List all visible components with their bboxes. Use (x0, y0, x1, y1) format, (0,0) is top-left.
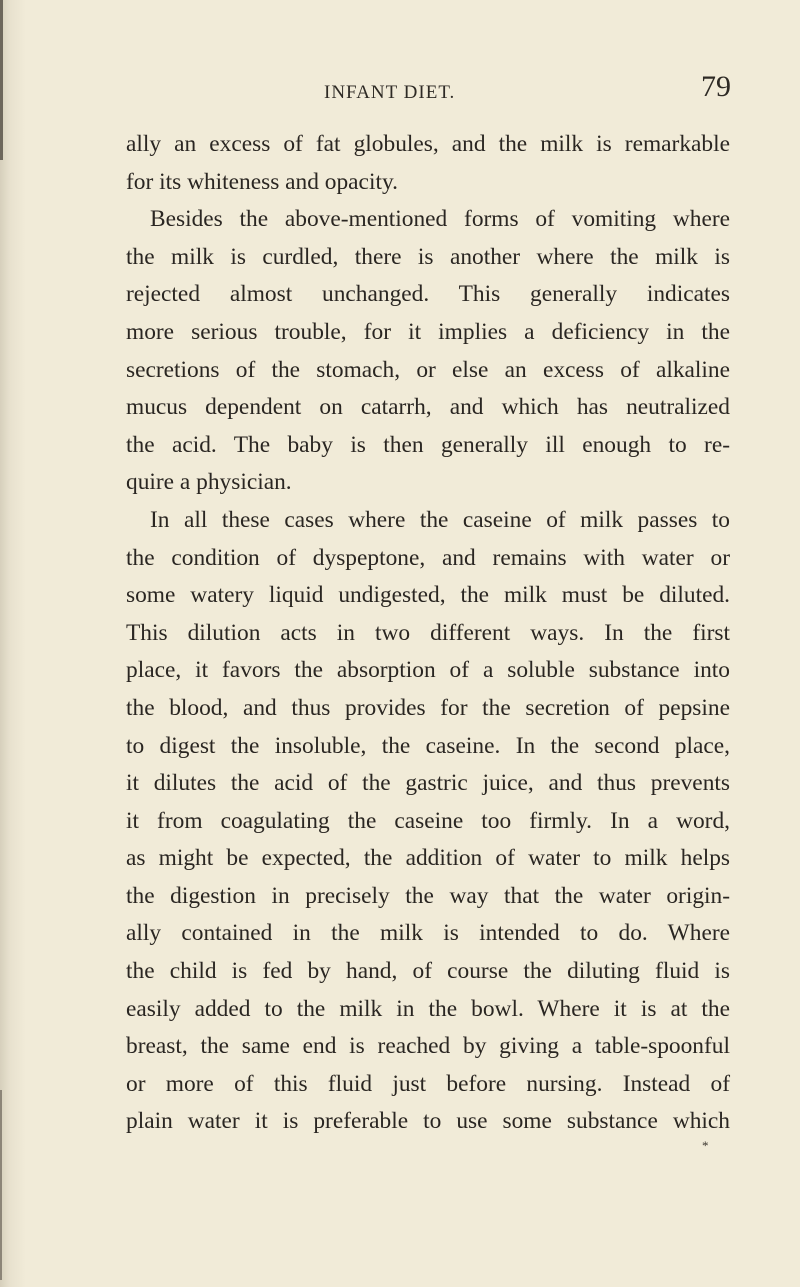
text-line: ally an excess of fat globules, and the milk is remarkable (126, 131, 730, 157)
page-number: 79 (701, 70, 731, 103)
text-line: it dilutes the acid of the gastric juice, and thus prevents (126, 770, 730, 797)
text-line: quire a physician. (126, 469, 292, 496)
text-line: or more of this fluid just before nursing. Instead of (126, 1070, 730, 1097)
text-line: as might be expected, the addition of water to milk helps (126, 845, 730, 872)
text-line: plain water it is preferable to use some substance which (126, 1108, 730, 1135)
text-line: the condition of dyspeptone, and remains with water or (126, 544, 730, 571)
text-line: the acid. The baby is then generally ill enough to re- (126, 431, 730, 458)
text-line: Besides the above-mentioned forms of vomiting where (150, 206, 730, 233)
text-line: This dilution acts in two different ways. In the first (126, 619, 730, 646)
text-line: place, it favors the absorption of a soluble substance into (126, 657, 730, 684)
text-line: In all these cases where the caseine of milk passes to (150, 506, 730, 533)
binding-edge-shadow-lower (0, 1090, 2, 1280)
text-line: rejected almost unchanged. This generally indicates (126, 281, 730, 308)
text-line: the blood, and thus provides for the secretion of pepsine (126, 694, 730, 721)
binding-edge-shadow (0, 0, 3, 160)
running-head: INFANT DIET. (324, 82, 456, 103)
text-line: more serious trouble, for it implies a deficiency in the (126, 318, 730, 345)
text-line: breast, the same end is reached by giving a table-spoonful (126, 1033, 730, 1060)
text-line: to digest the insoluble, the caseine. In the second place, (126, 732, 730, 759)
text-line: easily added to the milk in the bowl. Where it is at the (126, 995, 730, 1022)
text-line: mucus dependent on catarrh, and which has neutralized (126, 394, 730, 421)
signature-mark: * (702, 1138, 709, 1153)
text-line: it from coagulating the caseine too firmly. In a word, (126, 807, 730, 834)
text-line: ally contained in the milk is intended to do. Where (126, 920, 730, 947)
text-line: the child is fed by hand, of course the diluting fluid is (126, 958, 730, 985)
text-line: for its whiteness and opacity. (126, 168, 398, 195)
text-line: the digestion in precisely the way that the water origin- (126, 882, 730, 909)
body-text (126, 126, 730, 1141)
text-line: some watery liquid undigested, the milk must be diluted. (126, 582, 730, 609)
text-line: secretions of the stomach, or else an excess of alkaline (126, 356, 730, 383)
text-line: the milk is curdled, there is another where the milk is (126, 243, 730, 270)
